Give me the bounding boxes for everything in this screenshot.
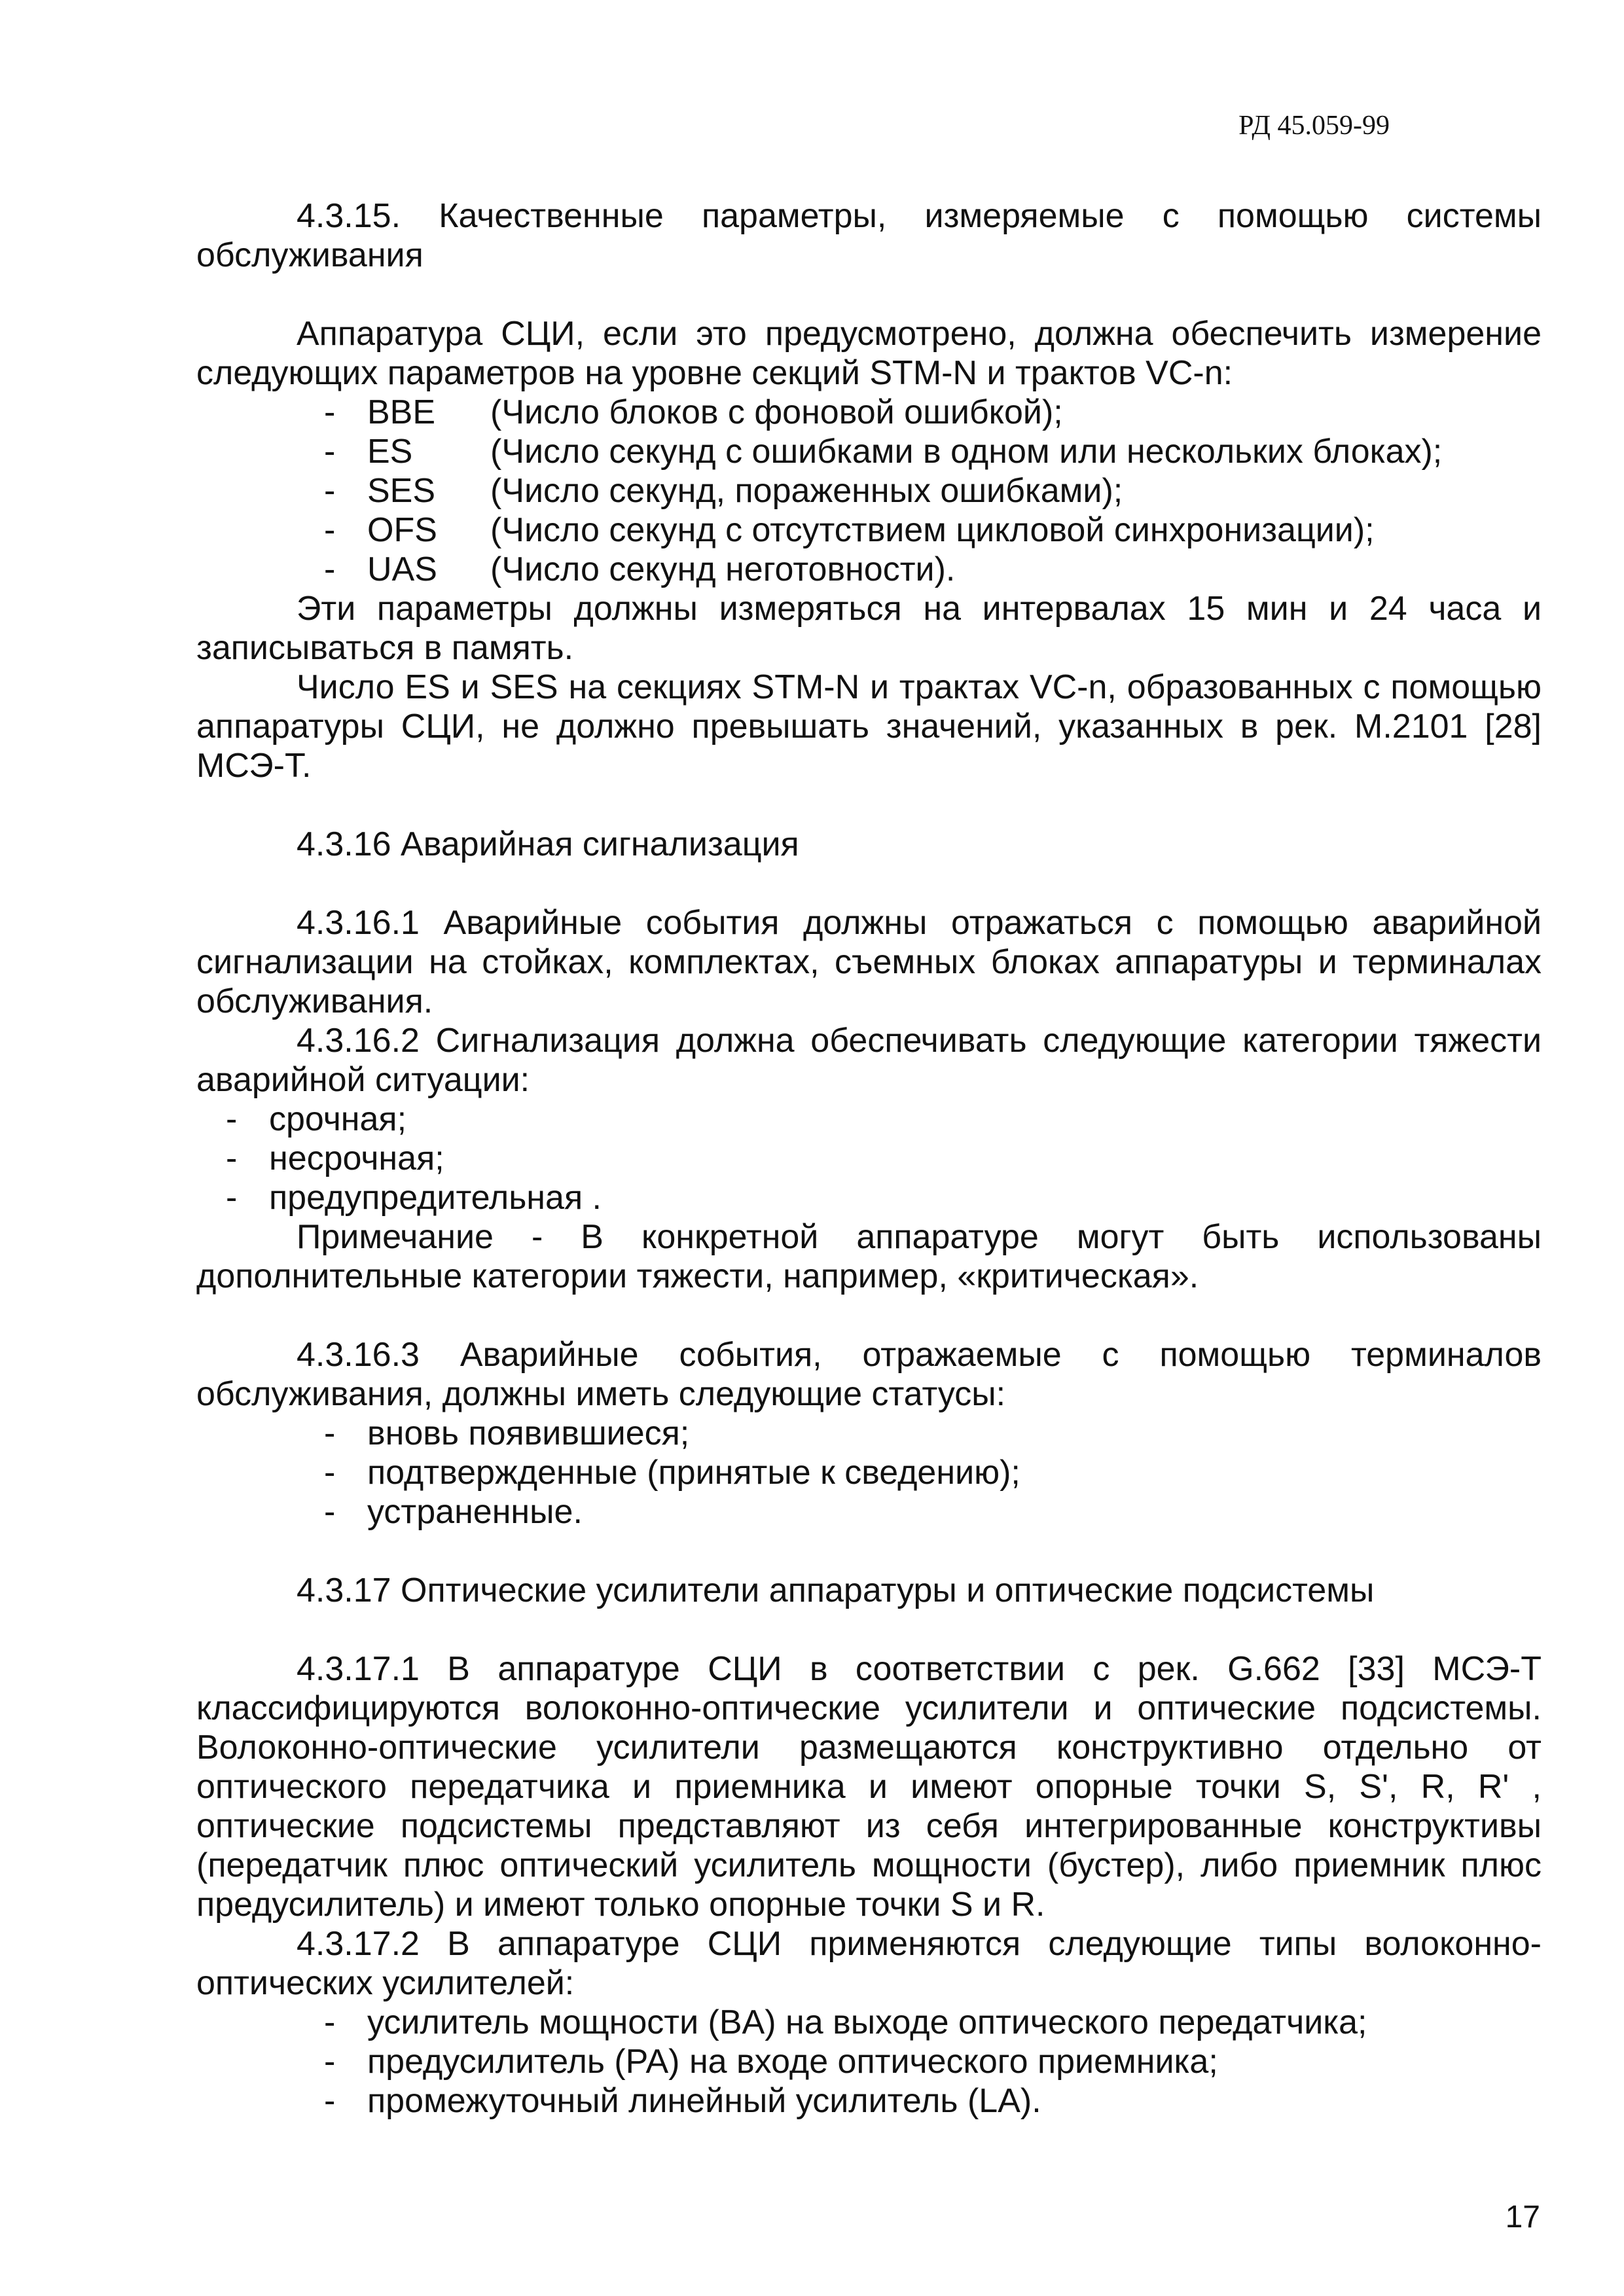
list-dash: - [324,393,336,431]
list-item-text: вновь появившиеся; [367,1414,690,1452]
list-item [324,432,1542,471]
parameter-list [196,393,1542,589]
list-item [324,1492,1542,1532]
list-dash: - [324,1414,336,1452]
param-desc: (Число секунд неготовности). [490,550,956,588]
section-4-3-15-heading: 4.3.15. Качественные параметры, измеряемые с помощью системы обслуживания [196,197,1542,274]
list-dash: - [324,550,336,588]
list-item-text: промежуточный линейный усилитель (LA). [367,2082,1041,2120]
section-4-3-16-heading: 4.3.16 Аварийная сигнализация [297,825,799,863]
list-dash: - [226,1139,238,1177]
spacer [196,1610,1542,1649]
section-4-3-17-heading: 4.3.17 Оптические усилители аппаратуры и оптические подсистемы [297,1571,1375,1609]
list-dash: - [324,2043,336,2081]
list-item-text: устраненные. [367,1493,583,1531]
list-item [324,1414,1542,1453]
list-dash: - [324,1454,336,1492]
clause-4-3-17-1: 4.3.17.1 В аппаратуре СЦИ в соответствии с рек. G.662 [33] МСЭ-Т классифицируются волоконно-оптические усилители и оптические подсистемы. Волоконно-оптические усилители размещаются конструктивно отдельно от оптического передатчика и приемника и имеют опорные точки S, S', R, R' , оптические подсистемы представляют из себя интегрированные конструктивы (передатчик плюс оптический усилитель мощности (бустер), либо приемник плюс предусилитель) и имеют только опорные точки S и R. [196,1650,1542,1924]
param-desc: (Число секунд с ошибками в одном или нескольких блоках); [490,433,1443,471]
status-list [196,1414,1542,1532]
list-item [324,2081,1542,2121]
list-dash: - [324,433,336,471]
list-item-text: предупредительная . [269,1179,602,1217]
param-desc: (Число секунд, пораженных ошибками); [490,472,1123,510]
param-code: BBE [367,393,436,431]
list-item [226,1139,1542,1178]
list-dash: - [324,2003,336,2041]
section-4-3-15-paragraph: Число ES и SES на секциях STM-N и трактах VC-n, образованных с помощью аппаратуры СЦИ, не должно превышать значений, указанных в рек. М.2101 [28] МСЭ-Т. [196,668,1542,785]
spacer [196,785,1542,825]
param-code: UAS [367,550,437,588]
param-code: ES [367,433,413,471]
list-dash: - [226,1100,238,1138]
list-item-text: подтвержденные (принятые к сведению); [367,1454,1020,1492]
list-item [324,393,1542,432]
section-4-3-15-intro: Аппаратура СЦИ, если это предусмотрено, должна обеспечить измерение следующих параметров на уровне секций STM-N и трактов VC-n: [196,315,1542,392]
clause-4-3-17-2: 4.3.17.2 В аппаратуре СЦИ применяются следующие типы волоконно-оптических усилителей: [196,1925,1542,2002]
list-item [324,2003,1542,2042]
list-dash: - [324,1493,336,1531]
amplifier-type-list [196,2003,1542,2121]
document-code: РД 45.059-99 [1238,111,1390,141]
spacer [196,1296,1542,1335]
param-code: SES [367,472,436,510]
list-item [226,1100,1542,1139]
param-desc: (Число блоков с фоновой ошибкой); [490,393,1063,431]
list-item-text: срочная; [269,1100,407,1138]
list-item [324,1453,1542,1492]
section-4-3-15-paragraph: Эти параметры должны измеряться на интервалах 15 мин и 24 часа и записываться в память. [196,590,1542,667]
severity-list [196,1100,1542,1217]
list-dash: - [226,1179,238,1217]
list-item [324,471,1542,511]
note-paragraph: Примечание - В конкретной аппаратуре могут быть использованы дополнительные категории тяжести, например, «критическая». [196,1218,1542,1295]
param-code: OFS [367,511,437,549]
clause-4-3-16-2: 4.3.16.2 Сигнализация должна обеспечивать следующие категории тяжести аварийной ситуации: [196,1022,1542,1099]
list-dash: - [324,511,336,549]
page-number: 17 [1505,2200,1540,2234]
list-item [324,550,1542,589]
list-item [324,511,1542,550]
list-item [324,2042,1542,2081]
clause-4-3-16-1: 4.3.16.1 Аварийные события должны отражаться с помощью аварийной сигнализации на стойках, комплектах, съемных блоках аппаратуры и терминалах обслуживания. [196,904,1542,1020]
param-desc: (Число секунд с отсутствием цикловой синхронизации); [490,511,1375,549]
clause-4-3-16-3: 4.3.16.3 Аварийные события, отражаемые с помощью терминалов обслуживания, должны иметь следующие статусы: [196,1336,1542,1413]
list-item [226,1178,1542,1217]
list-item-text: несрочная; [269,1139,444,1177]
list-dash: - [324,2082,336,2120]
page-content [196,196,1542,2121]
spacer [196,864,1542,903]
list-dash: - [324,472,336,510]
list-item-text: усилитель мощности (BA) на выходе оптического передатчика; [367,2003,1367,2041]
spacer [196,1532,1542,1571]
list-item-text: предусилитель (PA) на входе оптического приемника; [367,2043,1218,2081]
spacer [196,275,1542,314]
